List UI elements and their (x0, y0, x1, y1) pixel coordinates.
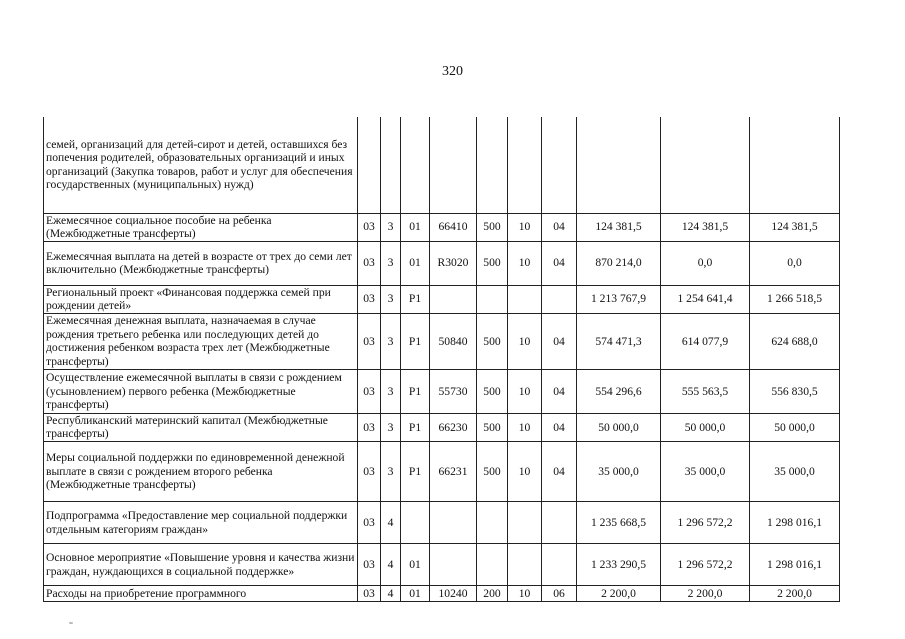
table-body (44, 117, 840, 602)
amount-year-3: 556 830,5 (750, 369, 840, 413)
code-direction: 10240 (430, 586, 477, 602)
code-direction: R3020 (430, 241, 477, 285)
code-section: 10 (508, 442, 542, 502)
code-expense-type (477, 544, 508, 586)
code-section (508, 502, 542, 544)
amount-year-2: 614 077,9 (661, 313, 750, 369)
amount-year-1: 1 213 767,9 (577, 285, 661, 313)
code-expense-type: 500 (477, 313, 508, 369)
table-row (44, 586, 840, 602)
amount-year-1: 2 200,0 (577, 586, 661, 602)
code-ministry (358, 117, 381, 213)
code-measure: 01 (401, 241, 430, 285)
table-row (44, 413, 840, 441)
code-direction: 50840 (430, 313, 477, 369)
amount-year-3: 50 000,0 (750, 413, 840, 441)
code-subprogram: 3 (381, 313, 401, 369)
code-measure: 01 (401, 544, 430, 586)
amount-year-1: 1 233 290,5 (577, 544, 661, 586)
code-measure: P1 (401, 285, 430, 313)
amount-year-3: 0,0 (750, 241, 840, 285)
table-row (44, 117, 840, 213)
code-measure: 01 (401, 586, 430, 602)
code-section (508, 544, 542, 586)
amount-year-1: 574 471,3 (577, 313, 661, 369)
amount-year-3: 124 381,5 (750, 213, 840, 241)
code-section (508, 117, 542, 213)
amount-year-1: 554 296,6 (577, 369, 661, 413)
page-number: 320 (442, 64, 463, 79)
amount-year-2: 0,0 (661, 241, 750, 285)
code-subprogram: 3 (381, 213, 401, 241)
code-direction: 66410 (430, 213, 477, 241)
row-description: Расходы на приобретение программного (44, 586, 358, 602)
code-ministry: 03 (358, 213, 381, 241)
code-ministry: 03 (358, 586, 381, 602)
code-ministry: 03 (358, 369, 381, 413)
amount-year-2 (661, 117, 750, 213)
code-expense-type: 500 (477, 442, 508, 502)
code-measure (401, 117, 430, 213)
code-subsection (542, 117, 577, 213)
amount-year-3: 2 200,0 (750, 586, 840, 602)
code-subsection: 04 (542, 241, 577, 285)
code-expense-type: 500 (477, 369, 508, 413)
code-section: 10 (508, 413, 542, 441)
code-expense-type (477, 117, 508, 213)
amount-year-3: 1 298 016,1 (750, 502, 840, 544)
code-ministry: 03 (358, 442, 381, 502)
row-description: Основное мероприятие «Повышение уровня и качества жизни граждан, нуждающихся в социальной поддержке» (44, 544, 358, 586)
scan-speck (69, 622, 73, 624)
code-expense-type: 200 (477, 586, 508, 602)
code-measure: P1 (401, 313, 430, 369)
code-subprogram: 3 (381, 413, 401, 441)
table-row (44, 544, 840, 586)
row-description: Осуществление ежемесячной выплаты в связи с рождением (усыновлением) первого ребенка (Межбюджетные трансферты) (44, 369, 358, 413)
code-measure (401, 502, 430, 544)
code-ministry: 03 (358, 502, 381, 544)
code-direction (430, 285, 477, 313)
amount-year-1: 50 000,0 (577, 413, 661, 441)
amount-year-1: 124 381,5 (577, 213, 661, 241)
code-section (508, 285, 542, 313)
code-section: 10 (508, 313, 542, 369)
code-direction: 55730 (430, 369, 477, 413)
code-direction (430, 117, 477, 213)
amount-year-3: 624 688,0 (750, 313, 840, 369)
code-expense-type (477, 502, 508, 544)
table-row (44, 369, 840, 413)
code-direction (430, 544, 477, 586)
amount-year-1: 35 000,0 (577, 442, 661, 502)
row-description: Подпрограмма «Предоставление мер социальной поддержки отдельным категориям граждан» (44, 502, 358, 544)
amount-year-1 (577, 117, 661, 213)
code-subsection (542, 544, 577, 586)
code-subsection (542, 502, 577, 544)
table-row (44, 285, 840, 313)
code-subprogram: 3 (381, 241, 401, 285)
code-ministry: 03 (358, 241, 381, 285)
code-expense-type: 500 (477, 241, 508, 285)
code-direction: 66230 (430, 413, 477, 441)
amount-year-2: 555 563,5 (661, 369, 750, 413)
code-ministry: 03 (358, 313, 381, 369)
code-expense-type (477, 285, 508, 313)
code-subsection: 04 (542, 442, 577, 502)
code-subprogram: 3 (381, 285, 401, 313)
code-direction: 66231 (430, 442, 477, 502)
code-subprogram: 3 (381, 369, 401, 413)
code-subsection: 04 (542, 313, 577, 369)
amount-year-1: 870 214,0 (577, 241, 661, 285)
row-description: Республиканский материнский капитал (Межбюджетные трансферты) (44, 413, 358, 441)
amount-year-2: 35 000,0 (661, 442, 750, 502)
budget-table (43, 117, 840, 602)
table-row (44, 442, 840, 502)
table-row (44, 313, 840, 369)
amount-year-3: 35 000,0 (750, 442, 840, 502)
table-row (44, 502, 840, 544)
code-measure: 01 (401, 213, 430, 241)
table-row (44, 241, 840, 285)
table-row (44, 213, 840, 241)
code-measure: P1 (401, 369, 430, 413)
code-ministry: 03 (358, 544, 381, 586)
row-description: семей, организаций для детей-сирот и детей, оставшихся без попечения родителей, образовательных организаций и иных организаций (Закупка товаров, работ и услуг для обеспечения государственных (муниципальных) нужд) (44, 117, 358, 213)
code-section: 10 (508, 369, 542, 413)
code-expense-type: 500 (477, 413, 508, 441)
amount-year-3 (750, 117, 840, 213)
amount-year-2: 2 200,0 (661, 586, 750, 602)
amount-year-3: 1 266 518,5 (750, 285, 840, 313)
code-measure: P1 (401, 442, 430, 502)
code-direction (430, 502, 477, 544)
code-subsection (542, 285, 577, 313)
code-section: 10 (508, 213, 542, 241)
code-ministry: 03 (358, 285, 381, 313)
code-subprogram: 4 (381, 502, 401, 544)
code-subsection: 04 (542, 413, 577, 441)
code-expense-type: 500 (477, 213, 508, 241)
row-description: Ежемесячная выплата на детей в возрасте от трех до семи лет включительно (Межбюджетные трансферты) (44, 241, 358, 285)
code-measure: P1 (401, 413, 430, 441)
row-description: Меры социальной поддержки по единовременной денежной выплате в связи с рождением второго ребенка (Межбюджетные трансферты) (44, 442, 358, 502)
amount-year-2: 1 296 572,2 (661, 502, 750, 544)
amount-year-3: 1 298 016,1 (750, 544, 840, 586)
amount-year-2: 50 000,0 (661, 413, 750, 441)
code-subprogram: 3 (381, 442, 401, 502)
amount-year-2: 1 254 641,4 (661, 285, 750, 313)
amount-year-2: 124 381,5 (661, 213, 750, 241)
code-section: 10 (508, 241, 542, 285)
row-description: Ежемесячное социальное пособие на ребенка (Межбюджетные трансферты) (44, 213, 358, 241)
amount-year-2: 1 296 572,2 (661, 544, 750, 586)
code-subprogram: 4 (381, 544, 401, 586)
row-description: Региональный проект «Финансовая поддержка семей при рождении детей» (44, 285, 358, 313)
code-section: 10 (508, 586, 542, 602)
code-subsection: 04 (542, 369, 577, 413)
code-subprogram: 4 (381, 586, 401, 602)
amount-year-1: 1 235 668,5 (577, 502, 661, 544)
code-subsection: 04 (542, 213, 577, 241)
code-subsection: 06 (542, 586, 577, 602)
row-description: Ежемесячная денежная выплата, назначаемая в случае рождения третьего ребенка или последующих детей до достижения ребенком возраста трех лет (Межбюджетные трансферты) (44, 313, 358, 369)
code-subprogram (381, 117, 401, 213)
code-ministry: 03 (358, 413, 381, 441)
